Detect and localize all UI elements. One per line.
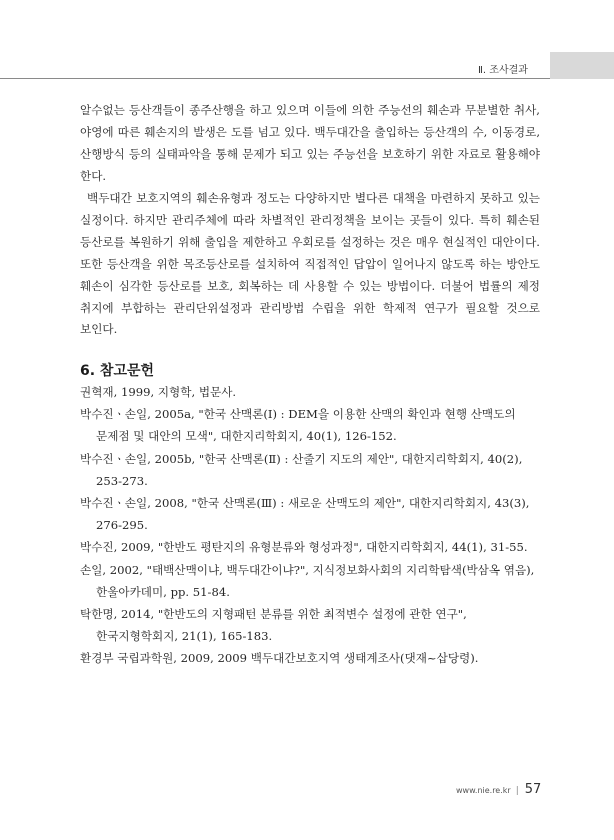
reference-item: 탁한명, 2014, "한반도의 지형패턴 분류를 위한 최적변수 설정에 관한 연구", 한국지형학회지, 21(1), 165-183. xyxy=(80,607,467,644)
references-heading: 6. 참고문헌 xyxy=(80,363,155,379)
footer-url[interactable]: www.nie.re.kr xyxy=(456,786,511,795)
reference-item: 박수진, 2009, "한반도 평탄지의 유형분류와 형성과정", 대한지리학회지, 44(1), 31-55. xyxy=(80,540,528,555)
reference-item: 권혁재, 1999, 지형학, 법문사. xyxy=(80,385,237,399)
header-rule xyxy=(0,78,614,79)
footer-separator: | xyxy=(515,786,519,796)
section-label: Ⅱ. 조사결과 xyxy=(478,65,528,76)
body-paragraph-1: 알수없는 등산객들이 종주산행을 하고 있으며 이들에 의한 주능선의 훼손과 무분별한 취사, 야영에 따른 훼손지의 발생은 도를 넘고 있다. 백두대간을 출입하는 등산객의 수, 이동경로, 산행방식 등의 실태파악을 통해 문제가 되고 있는 주능선을 보호하기 위한 자료로 활용해야 한다. xyxy=(80,103,540,183)
reference-item: 박수진ㆍ손일, 2008, "한국 산맥론(Ⅲ) : 새로운 산맥도의 제안", 대한지리학회지, 43(3), 276-295. xyxy=(80,496,530,533)
page-number: 57 xyxy=(524,782,542,797)
header-tab xyxy=(550,52,614,79)
reference-item: 박수진ㆍ손일, 2005a, "한국 산맥론(Ⅰ) : DEM을 이용한 산맥의 확인과 현행 산맥도의 문제점 및 대안의 모색", 대한지리학회지, 40(1), 126-152. xyxy=(80,407,516,444)
reference-item: 손일, 2002, "태백산맥이냐, 백두대간이냐?", 지식정보화사회의 지리학탐색(박삼옥 엮음), 한울아카데미, pp. 51-84. xyxy=(80,562,535,599)
reference-item: 환경부 국립과학원, 2009, 2009 백두대간보호지역 생태계조사(댓재~삽당령). xyxy=(80,651,479,666)
reference-item: 박수진ㆍ손일, 2005b, "한국 산맥론(Ⅱ) : 산줄기 지도의 제안", 대한지리학회지, 40(2), 253-273. xyxy=(80,451,523,488)
page-footer xyxy=(456,778,541,797)
reference-list xyxy=(80,381,540,670)
body-paragraph-2: 백두대간 보호지역의 훼손유형과 정도는 다양하지만 별다른 대책을 마련하지 못하고 있는 실정이다. 하지만 관리주체에 따라 차별적인 관리정책을 보이는 곳들이 있다. 특히 훼손된 등산로를 복원하기 위해 출입을 제한하고 우회로를 설정하는 것은 매우 현실적인 대안이다. 또한 등산객을 위한 목조등산로를 설치하여 직접적인 답압이 일어나지 않도록 하는 방안도 훼손이 심각한 등산로를 보호, 회복하는 데 사용할 수 있는 방법이다. 더불어 법률의 제정 취지에 부합하는 관리단위설정과 관리방법 수립을 위한 학제적 연구가 필요할 것으로 보인다. xyxy=(80,191,540,337)
